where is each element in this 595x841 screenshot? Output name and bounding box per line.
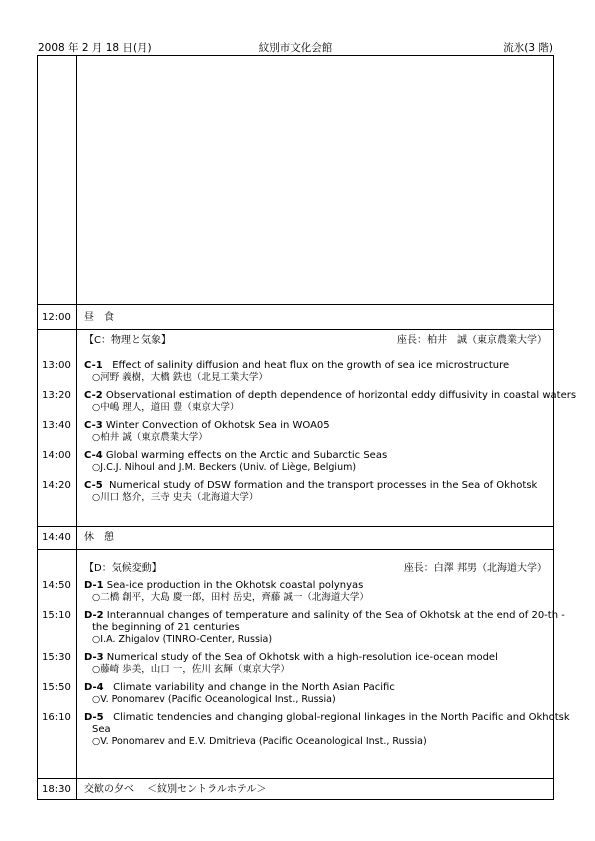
talk-title xyxy=(84,682,395,694)
talk-title xyxy=(84,610,565,622)
talk-time: 13:40 xyxy=(42,420,71,431)
talk-title-text: Climate variability and change in the North Asian Pacific xyxy=(113,682,395,693)
talk-time: 13:00 xyxy=(42,360,71,371)
header-venue: 紋別市文化会館 xyxy=(258,42,333,54)
reception-time: 18:30 xyxy=(42,784,71,795)
talk-authors: ○川口 悠介，三寺 史夫（北海道大学） xyxy=(92,492,259,503)
talk-authors: ○V. Ponomarev and E.V. Dmitrieva (Pacific Oceanological Inst., Russia) xyxy=(92,736,427,747)
talk-time: 15:50 xyxy=(42,682,71,693)
talk-title-text: Observational estimation of depth dependence of horizontal eddy diffusivity in coastal waters xyxy=(105,390,577,401)
session-c-title: 【C：物理と気象】 xyxy=(84,335,171,346)
talk-code: D-4 xyxy=(84,682,104,693)
schedule-table xyxy=(37,55,577,800)
talk-code: C-5 xyxy=(84,480,103,491)
talk-title-text: Numerical study of the Sea of Okhotsk with a high-resolution ice-ocean model xyxy=(106,652,498,663)
talk-title-text: Climatic tendencies and changing global-regional linkages in the North Pacific and Okhotsk xyxy=(113,712,570,723)
talk-authors: ○河野 義樹，大橋 鉄也（北見工業大学） xyxy=(92,372,268,383)
session-d-chair: 座長：白澤 邦男（北海道大学） xyxy=(403,563,547,574)
talk-time: 16:10 xyxy=(42,712,71,723)
talk-title xyxy=(84,390,576,402)
row-divider xyxy=(38,329,553,330)
talk-title xyxy=(84,420,330,432)
header-date: 2008 年 2 月 18 日(月) xyxy=(38,42,152,54)
break-label: 休 憩 xyxy=(84,532,114,543)
row-divider xyxy=(38,549,553,550)
row-divider xyxy=(38,778,553,779)
talk-title-text: Numerical study of DSW formation and the transport processes in the Sea of Okhotsk xyxy=(109,480,538,491)
talk-title-text: Sea-ice production in the Okhotsk coastal polynyas xyxy=(106,580,364,591)
talk-code: D-2 xyxy=(84,610,104,621)
talk-title-text: Global warming effects on the Arctic and Subarctic Seas xyxy=(105,450,388,461)
talk-code: C-3 xyxy=(84,420,103,431)
talk-time: 15:30 xyxy=(42,652,71,663)
talk-time: 14:00 xyxy=(42,450,71,461)
talk-title xyxy=(84,450,387,462)
page-header xyxy=(38,40,553,54)
break-time: 14:40 xyxy=(42,532,71,543)
talk-code: C-1 xyxy=(84,360,103,371)
talk-title-continuation: Sea xyxy=(92,724,111,735)
talk-authors: ○二橋 創平，大島 慶一郎，田村 岳史，齊藤 誠一（北海道大学） xyxy=(92,592,369,603)
lunch-time: 12:00 xyxy=(42,312,71,323)
talk-code: D-1 xyxy=(84,580,104,591)
talk-title xyxy=(84,360,509,372)
session-c-chair: 座長：柏井 誠（東京農業大学） xyxy=(397,335,547,346)
header-room: 流氷(3 階) xyxy=(503,42,553,54)
talk-title-continuation: the beginning of 21 centuries xyxy=(92,622,240,633)
talk-title-text: Interannual changes of temperature and salinity of the Sea of Okhotsk at the end of 20-th - xyxy=(106,610,565,621)
talk-code: D-3 xyxy=(84,652,104,663)
talk-title xyxy=(84,480,537,492)
talk-time: 14:20 xyxy=(42,480,71,491)
talk-authors: ○柏井 誠（東京農業大学） xyxy=(92,432,208,443)
talk-time: 15:10 xyxy=(42,610,71,621)
talk-code: D-5 xyxy=(84,712,104,723)
talk-title xyxy=(84,580,363,592)
row-divider xyxy=(38,304,553,305)
lunch-label: 昼 食 xyxy=(84,312,114,323)
talk-title-text: Winter Convection of Okhotsk Sea in WOA05 xyxy=(105,420,330,431)
talk-code: C-2 xyxy=(84,390,103,401)
talk-title xyxy=(84,712,570,724)
session-d-title: 【D：気候変動】 xyxy=(84,563,162,574)
talk-authors: ○藤崎 歩美，山口 一，佐川 玄輝（東京大学） xyxy=(92,664,290,675)
talk-time: 14:50 xyxy=(42,580,71,591)
time-column-divider xyxy=(76,56,77,799)
talk-authors: ○J.C.J. Nihoul and J.M. Beckers (Univ. of Liège, Belgium) xyxy=(92,462,357,473)
talk-authors: ○I.A. Zhigalov (TINRO-Center, Russia) xyxy=(92,634,273,645)
talk-authors: ○V. Ponomarev (Pacific Oceanological Inst., Russia) xyxy=(92,694,336,705)
talk-time: 13:20 xyxy=(42,390,71,401)
talk-authors: ○中嶋 理人，道田 豊（東京大学） xyxy=(92,402,240,413)
row-divider xyxy=(38,526,553,527)
talk-title-text: Effect of salinity diffusion and heat flux on the growth of sea ice microstructure xyxy=(112,360,510,371)
talk-code: C-4 xyxy=(84,450,103,461)
talk-title xyxy=(84,652,498,664)
reception-label: 交歓の夕べ ＜紋別セントラルホテル＞ xyxy=(84,784,267,795)
